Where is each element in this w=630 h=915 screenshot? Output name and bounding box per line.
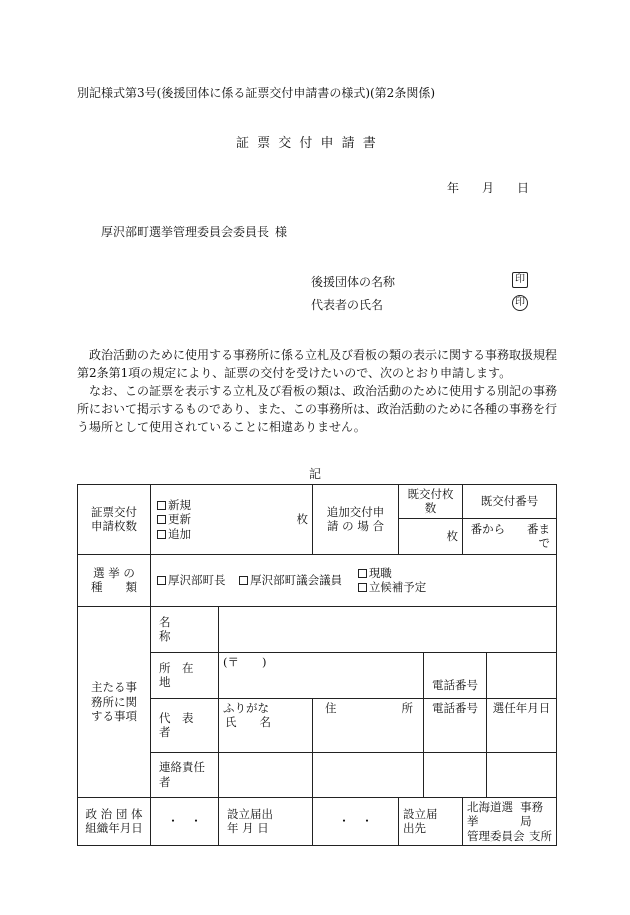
rep-furigana-name-label: ふりがな 氏 名: [219, 698, 313, 752]
rep-label: 代 表 者: [151, 698, 219, 752]
date-day: 日: [517, 181, 530, 195]
sheets-unit-cell: 枚: [256, 485, 313, 555]
addressee-honorific: 様: [275, 225, 288, 239]
mayor-option[interactable]: 厚沢部町長: [157, 573, 226, 587]
contact-name-input[interactable]: [219, 752, 313, 797]
add-option[interactable]: 追加: [157, 527, 252, 541]
filing-date-input[interactable]: ・ ・: [313, 797, 399, 845]
new-option[interactable]: 新規: [157, 498, 252, 512]
sheets-label-cell: 証票交付 申請枚数: [78, 485, 151, 555]
office-name-input[interactable]: [219, 606, 557, 652]
org-date-input[interactable]: ・ ・: [151, 797, 219, 845]
renew-option[interactable]: 更新: [157, 512, 252, 526]
rep-name-label: 代表者の氏名: [311, 298, 384, 312]
postal-mark: (〒 ): [223, 654, 267, 669]
office-location-input[interactable]: [219, 652, 424, 698]
candidate-option[interactable]: 立候補予定: [358, 580, 427, 594]
filed-to-value: 北海道選挙 事務局 管理委員会 支所: [463, 797, 557, 845]
issued-number-value[interactable]: 番から 番まで: [463, 518, 557, 554]
paragraph-2-line-1: なお、この証票を表示する立札及び看板の類は、政治活動のために使用する別記の事務: [89, 384, 558, 398]
filed-to-label: 設立届 出先: [399, 797, 463, 845]
org-date-label: 政 治 団 体 組織年月日: [78, 797, 151, 845]
council-option[interactable]: 厚沢部町議会議員: [239, 573, 342, 587]
checkbox-icon[interactable]: [157, 501, 166, 510]
checkbox-icon[interactable]: [157, 530, 166, 539]
application-table: [77, 484, 557, 846]
issued-count-value[interactable]: 枚: [399, 518, 463, 554]
checkbox-icon[interactable]: [239, 576, 248, 585]
request-type-cell: [151, 485, 256, 555]
rep-address-label: 住 所: [313, 698, 424, 752]
paragraph-1-line-1: 政治活動のために使用する事務所に係る立札及び看板の類の表示に関する事務取扱規程: [89, 348, 558, 362]
office-name-label: 名 称: [151, 606, 219, 652]
office-phone-input[interactable]: [487, 652, 557, 698]
seal-icon: 印: [512, 295, 528, 311]
filing-date-label: 設立届出 年 月 日: [219, 797, 313, 845]
additional-request-label: 追加交付申 請 の 場 合: [313, 485, 399, 555]
election-type-options: [151, 554, 557, 606]
contact-appointed-input[interactable]: [487, 752, 557, 797]
paragraph-2-line-3: う場所として使用されていることに相違ありません。: [77, 420, 366, 434]
seal-icon: 印: [512, 272, 528, 288]
contact-phone-input[interactable]: [424, 752, 487, 797]
contact-address-input[interactable]: [313, 752, 424, 797]
issued-number-header: 既交付番号: [463, 485, 557, 519]
date-month: 月: [482, 181, 495, 195]
office-phone-label: 電話番号: [424, 652, 487, 698]
date-year: 年: [447, 181, 460, 195]
office-location-label: 所 在 地: [151, 652, 219, 698]
issued-count-header: 既交付枚数: [399, 485, 463, 519]
document-title: 証 票 交 付 申 請 書: [236, 136, 378, 151]
rep-seal: [512, 294, 528, 311]
incumbent-option[interactable]: 現職: [358, 566, 427, 580]
paragraph-1-line-2: 第2条第1項の規定により、証票の交付を受けたいので、次のとおり申請します。: [77, 366, 512, 380]
checkbox-icon[interactable]: [157, 515, 166, 524]
checkbox-icon[interactable]: [157, 576, 166, 585]
appointed-date-label: 選任年月日: [487, 698, 557, 752]
office-section-label: 主たる事 務所に関 する事項: [78, 606, 151, 797]
org-name-label: 後援団体の名称: [311, 275, 396, 289]
addressee: 厚沢部町選挙管理委員会委員長: [101, 225, 270, 239]
contact-label: 連絡責任者: [151, 752, 219, 797]
ki-label: 記: [309, 467, 322, 481]
form-label: 別記様式第3号(後援団体に係る証票交付申請書の様式)(第2条関係): [77, 86, 435, 100]
org-seal: [512, 271, 528, 288]
paragraph-2-line-2: 所において掲示するものであり、また、この事務所は、政治活動のために各種の事務を行: [77, 402, 558, 416]
election-type-label: 選 挙 の 種 類: [78, 554, 151, 606]
checkbox-icon[interactable]: [358, 583, 367, 592]
checkbox-icon[interactable]: [358, 569, 367, 578]
rep-phone-label: 電話番号: [424, 698, 487, 752]
